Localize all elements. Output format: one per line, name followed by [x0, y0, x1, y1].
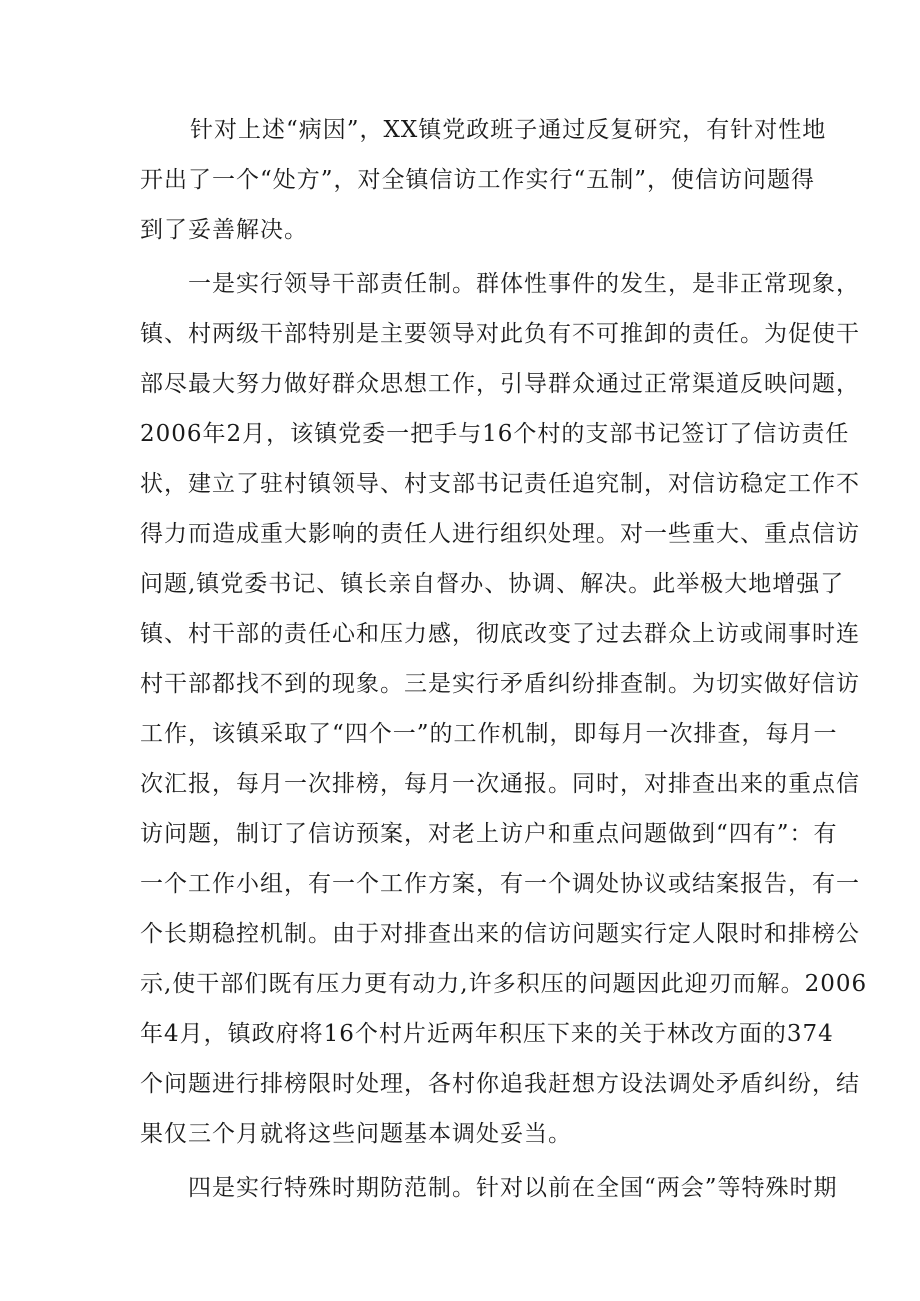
- text-line: 次汇报，每月一次排榜，每月一次通报。同时，对排查出来的重点信: [140, 771, 860, 797]
- text-line: 年4月，镇政府将16个村片近两年积压下来的关于林改方面的374: [140, 1021, 834, 1047]
- text-line: 个长期稳控机制。由于对排查出来的信访问题实行定人限时和排榜公: [140, 921, 860, 947]
- text-line: 一个工作小组，有一个工作方案，有一个调处协议或结案报告，有一: [140, 871, 860, 897]
- paragraph-line: [0, 160, 920, 200]
- text-line: 得力而造成重大影响的责任人进行组织处理。对一些重大、重点信访: [140, 521, 860, 547]
- paragraph-line: [0, 1014, 920, 1054]
- text-line: 到了妥善解决。: [140, 217, 308, 243]
- paragraph-line: [0, 864, 920, 904]
- text-line: 村干部都找不到的现象。三是实行矛盾纠纷排查制。为切实做好信访: [140, 671, 860, 697]
- text-line: 开出了一个“处方”，对全镇信访工作实行“五制”，使信访问题得: [140, 167, 816, 193]
- paragraph-line: [0, 964, 920, 1004]
- text-line: 镇、村干部的责任心和压力感，彻底改变了过去群众上访或闹事时连: [140, 621, 860, 647]
- paragraph-line: [0, 110, 920, 150]
- paragraph-line: [0, 264, 920, 304]
- paragraph-line: [0, 314, 920, 354]
- text-line: 针对上述“病因”，XX镇党政班子通过反复研究，有针对性地: [190, 117, 827, 143]
- paragraph-line: [0, 364, 920, 404]
- text-line: 问题,镇党委书记、镇长亲自督办、协调、解决。此举极大地增强了: [140, 571, 845, 597]
- paragraph-line: [0, 764, 920, 804]
- paragraph-line: [0, 714, 920, 754]
- text-line: 个问题进行排榜限时处理，各村你追我赶想方设法调处矛盾纠纷，结: [140, 1071, 860, 1097]
- text-line: 果仅三个月就将这些问题基本调处妥当。: [140, 1121, 572, 1147]
- text-line: 状，建立了驻村镇领导、村支部书记责任追究制，对信访稳定工作不: [140, 471, 860, 497]
- paragraph-line: [0, 1168, 920, 1208]
- paragraph-line: [0, 914, 920, 954]
- paragraph-line: [0, 614, 920, 654]
- paragraph-line: [0, 414, 920, 454]
- paragraph-line: [0, 210, 920, 250]
- text-line: 部尽最大努力做好群众思想工作，引导群众通过正常渠道反映问题，: [140, 371, 860, 397]
- paragraph-line: [0, 814, 920, 854]
- paragraph-line: [0, 514, 920, 554]
- text-line: 2006年2月，该镇党委一把手与16个村的支部书记签订了信访责任: [140, 421, 850, 447]
- text-line: 四是实行特殊时期防范制。针对以前在全国“两会”等特殊时期: [188, 1175, 838, 1201]
- text-line: 一是实行领导干部责任制。群体性事件的发生，是非正常现象，: [188, 271, 860, 297]
- paragraph-line: [0, 664, 920, 704]
- paragraph-line: [0, 1064, 920, 1104]
- text-line: 示,使干部们既有压力更有动力,许多积压的问题因此迎刃而解。2006: [140, 971, 868, 997]
- paragraph-line: [0, 464, 920, 504]
- paragraph-line: [0, 1114, 920, 1154]
- text-line: 镇、村两级干部特别是主要领导对此负有不可推卸的责任。为促使干: [140, 321, 860, 347]
- text-line: 工作，该镇采取了“四个一”的工作机制，即每月一次排查，每月一: [140, 721, 838, 747]
- text-line: 访问题，制订了信访预案，对老上访户和重点问题做到“四有”：有: [140, 821, 838, 847]
- paragraph-line: [0, 564, 920, 604]
